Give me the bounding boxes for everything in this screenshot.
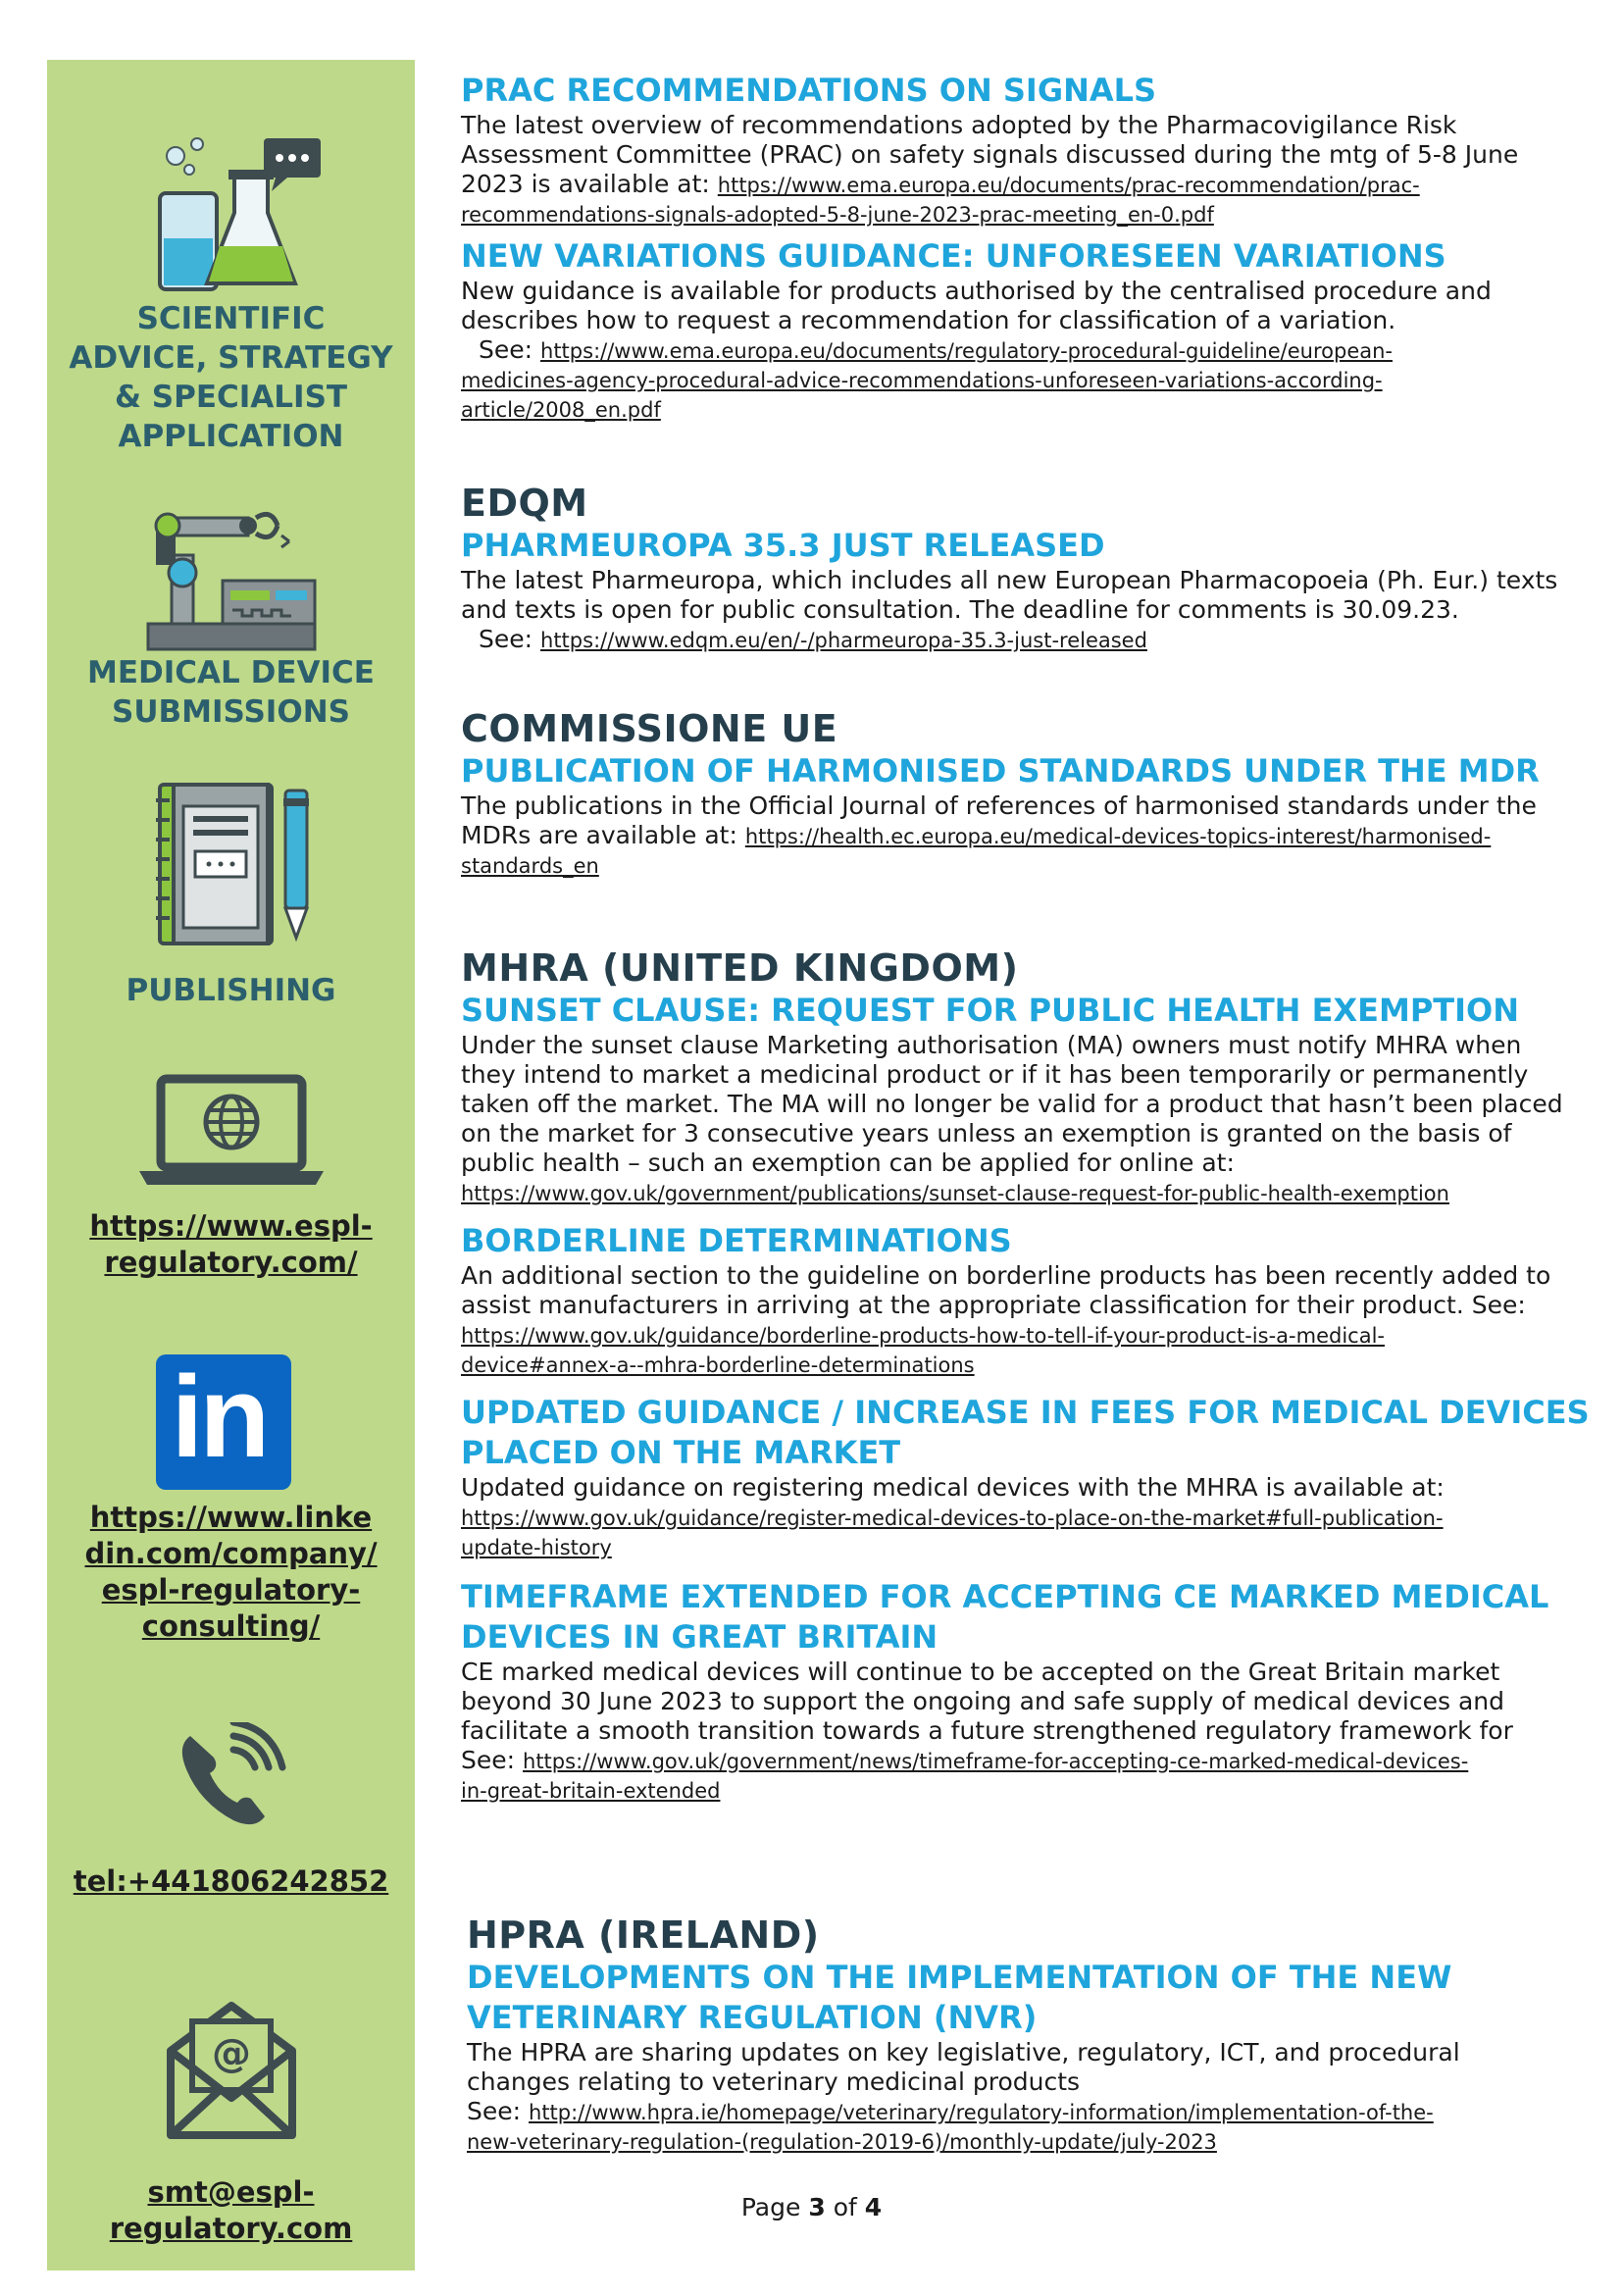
- body-line: The publications in the Official Journal of references of harmonised standards under the: [461, 791, 1537, 820]
- linkedin-link-line[interactable]: https://www.linke: [89, 1501, 373, 1534]
- body-line: An additional section to the guideline on borderline products has been recently added to: [461, 1261, 1551, 1290]
- body-line: New guidance is available for products authorised by the centralised procedure and: [461, 277, 1492, 305]
- article-heading: SUNSET CLAUSE: REQUEST FOR PUBLIC HEALTH EXEMPTION: [461, 992, 1519, 1029]
- article-link[interactable]: https://www.gov.uk/guidance/register-medical-devices-to-place-on-the-market#full-publication-: [461, 1506, 1444, 1530]
- heading-line: VETERINARY REGULATION (NVR): [467, 1999, 1038, 2036]
- heading-line: DEVICES IN GREAT BRITAIN: [461, 1618, 938, 1656]
- heading-line: UPDATED GUIDANCE / INCREASE IN FEES FOR MEDICAL DEVICES: [461, 1394, 1590, 1431]
- website-link-line[interactable]: https://www.espl-: [89, 1209, 373, 1243]
- email-link-line[interactable]: smt@espl-: [147, 2175, 315, 2209]
- article-heading: NEW VARIATIONS GUIDANCE: UNFORESEEN VARIATIONS: [461, 237, 1446, 275]
- article-link[interactable]: recommendations-signals-adopted-5-8-june-2023-prac-meeting_en-0.pdf: [461, 203, 1214, 227]
- body-line: Assessment Committee (PRAC) on safety signals discussed during the mtg of 5-8 June: [461, 140, 1519, 169]
- see-label: See:: [461, 1746, 524, 1774]
- article-heading: [467, 1958, 1604, 2038]
- article-link[interactable]: new-veterinary-regulation-(regulation-2019-6)/monthly-update/july-2023: [467, 2130, 1217, 2154]
- body-line: 2023 is available at:: [461, 170, 718, 198]
- section-commissione-ue: [461, 706, 1598, 880]
- article-link[interactable]: update-history: [461, 1536, 612, 1559]
- laptop-globe-icon: [133, 1073, 330, 1191]
- section-org-title: COMMISSIONE UE: [461, 707, 838, 750]
- linkedin-link-line[interactable]: consulting/: [141, 1609, 321, 1643]
- body-line: The HPRA are sharing updates on key legislative, regulatory, ICT, and procedural: [467, 2038, 1460, 2066]
- article-link[interactable]: article/2008_en.pdf: [461, 398, 661, 422]
- body-line: and texts is open for public consultation. The deadline for comments is 30.09.23.: [461, 595, 1459, 624]
- article-body: [461, 566, 1598, 654]
- service-publishing: [47, 781, 415, 1010]
- service-medical-device: [47, 496, 415, 732]
- body-line: The latest Pharmeuropa, which includes all new European Pharmacopoeia (Ph. Eur.) texts: [461, 566, 1558, 594]
- article-body: [467, 2038, 1604, 2156]
- see-label: See:: [479, 335, 541, 364]
- phone-link[interactable]: tel:+441806242852: [73, 1864, 389, 1898]
- body-line: changes relating to veterinary medicinal products: [467, 2067, 1081, 2096]
- article-body: [461, 111, 1598, 229]
- page-label: Page: [740, 2193, 801, 2221]
- body-line: on the market for 3 consecutive years unless an exemption is granted on the basis of: [461, 1119, 1512, 1148]
- article-link[interactable]: https://www.edqm.eu/en/-/pharmeuropa-35.3-just-released: [540, 629, 1147, 652]
- svg-text:@: @: [211, 2031, 251, 2076]
- phone-block: [47, 1722, 415, 1900]
- body-line: they intend to market a medicinal product or if it has been temporarily or permanently: [461, 1060, 1529, 1089]
- article-link[interactable]: https://www.ema.europa.eu/documents/regulatory-procedural-guideline/european-: [540, 339, 1393, 363]
- body-line: public health – such an exemption can be applied for online at:: [461, 1148, 1235, 1177]
- section-org-title: HPRA (IRELAND): [467, 1913, 820, 1957]
- section-hpra: [467, 1913, 1604, 2156]
- article-heading: PHARMEUROPA 35.3 JUST RELEASED: [461, 527, 1105, 564]
- service-caption-line: & SPECIALIST: [114, 380, 348, 415]
- body-line: The latest overview of recommendations adopted by the Pharmacovigilance Risk: [461, 111, 1457, 139]
- heading-line: TIMEFRAME EXTENDED FOR ACCEPTING CE MARKED MEDICAL: [461, 1578, 1549, 1615]
- service-caption-line: PUBLISHING: [126, 973, 336, 1008]
- body-line: assist manufacturers in arriving at the appropriate classification for their product. See:: [461, 1291, 1526, 1319]
- section-edqm: [461, 481, 1598, 654]
- see-label: See:: [479, 625, 541, 653]
- section-org-title: MHRA (UNITED KINGDOM): [461, 946, 1019, 990]
- article-link[interactable]: standards_en: [461, 854, 599, 878]
- website-block: [47, 1073, 415, 1281]
- notebook-pen-icon: [138, 781, 325, 947]
- linkedin-icon[interactable]: [156, 1354, 291, 1490]
- article-body: [461, 791, 1598, 880]
- article-link[interactable]: in-great-britain-extended: [461, 1779, 721, 1803]
- body-line: beyond 30 June 2023 to support the ongoing and safe supply of medical devices and: [461, 1687, 1505, 1715]
- body-line: CE marked medical devices will continue to be accepted on the Great Britain market: [461, 1658, 1500, 1686]
- section-ema: [461, 71, 1598, 424]
- article-link[interactable]: https://www.gov.uk/government/publications/sunset-clause-request-for-public-health-exemption: [461, 1182, 1449, 1205]
- website-link-line[interactable]: regulatory.com/: [104, 1246, 358, 1279]
- section-mhra: [461, 945, 1598, 1805]
- service-scientific-advice: [47, 136, 415, 456]
- service-caption-line: APPLICATION: [118, 419, 344, 454]
- sidebar: [47, 60, 415, 2270]
- body-line: Updated guidance on registering medical devices with the MHRA is available at:: [461, 1473, 1445, 1502]
- page-footer: [0, 2193, 1623, 2221]
- article-heading: [461, 1393, 1598, 1473]
- robot-arm-icon: [138, 496, 325, 653]
- article-heading: PUBLICATION OF HARMONISED STANDARDS UNDER THE MDR: [461, 752, 1540, 790]
- lab-flask-icon: [138, 136, 325, 293]
- phone-icon: [173, 1722, 290, 1830]
- article-link[interactable]: device#annex-a--mhra-borderline-determinations: [461, 1353, 975, 1377]
- linkedin-logo-text: in: [171, 1352, 267, 1482]
- article-heading: PRAC RECOMMENDATIONS ON SIGNALS: [461, 72, 1157, 109]
- article-heading: BORDERLINE DETERMINATIONS: [461, 1222, 1012, 1259]
- of-label: of: [833, 2193, 857, 2221]
- linkedin-link-line[interactable]: din.com/company/: [84, 1537, 378, 1570]
- article-body: [461, 1473, 1598, 1561]
- email-envelope-icon: [163, 1992, 300, 2139]
- body-line: describes how to request a recommendation for classification of a variation.: [461, 306, 1396, 334]
- body-line: Under the sunset clause Marketing authorisation (MA) owners must notify MHRA when: [461, 1031, 1522, 1059]
- article-link[interactable]: medicines-agency-procedural-advice-recommendations-unforeseen-variations-according-: [461, 369, 1383, 392]
- email-link-line[interactable]: regulatory.com: [109, 2212, 353, 2245]
- body-line: taken off the market. The MA will no longer be valid for a product that hasn’t been placed: [461, 1090, 1563, 1118]
- service-caption-line: MEDICAL DEVICE: [87, 655, 375, 690]
- article-link[interactable]: https://www.gov.uk/government/news/timeframe-for-accepting-ce-marked-medical-devices-: [523, 1750, 1469, 1773]
- article-link[interactable]: https://www.ema.europa.eu/documents/prac-recommendation/prac-: [717, 174, 1420, 197]
- article-body: [461, 1031, 1598, 1207]
- body-line: facilitate a smooth transition towards a future strengthened regulatory framework for: [461, 1716, 1513, 1745]
- linkedin-block: [47, 1354, 415, 1645]
- article-body: [461, 1658, 1598, 1805]
- heading-line: PLACED ON THE MARKET: [461, 1434, 901, 1471]
- section-org-title: EDQM: [461, 482, 588, 525]
- article-link[interactable]: http://www.hpra.ie/homepage/veterinary/regulatory-information/implementation-of-the-: [529, 2101, 1434, 2124]
- service-caption-line: SUBMISSIONS: [112, 694, 350, 730]
- article-body: [461, 1261, 1598, 1379]
- article-link[interactable]: https://health.ec.europa.eu/medical-devices-topics-interest/harmonised-: [744, 825, 1492, 848]
- linkedin-link-line[interactable]: espl-regulatory-: [101, 1573, 361, 1607]
- page-total: 4: [864, 2193, 883, 2221]
- service-caption-line: SCIENTIFIC: [136, 301, 326, 336]
- service-caption-line: ADVICE, STRATEGY: [69, 340, 393, 376]
- article-link[interactable]: https://www.gov.uk/guidance/borderline-products-how-to-tell-if-your-product-is-a-medical-: [461, 1324, 1385, 1348]
- article-body: [461, 277, 1598, 424]
- body-line: MDRs are available at:: [461, 821, 745, 849]
- heading-line: DEVELOPMENTS ON THE IMPLEMENTATION OF THE NEW: [467, 1959, 1452, 1996]
- website-link[interactable]: [47, 1208, 415, 1281]
- page-number: 3: [808, 2193, 826, 2221]
- article-heading: [461, 1577, 1598, 1658]
- linkedin-link[interactable]: [47, 1500, 415, 1645]
- see-label: See:: [467, 2097, 530, 2125]
